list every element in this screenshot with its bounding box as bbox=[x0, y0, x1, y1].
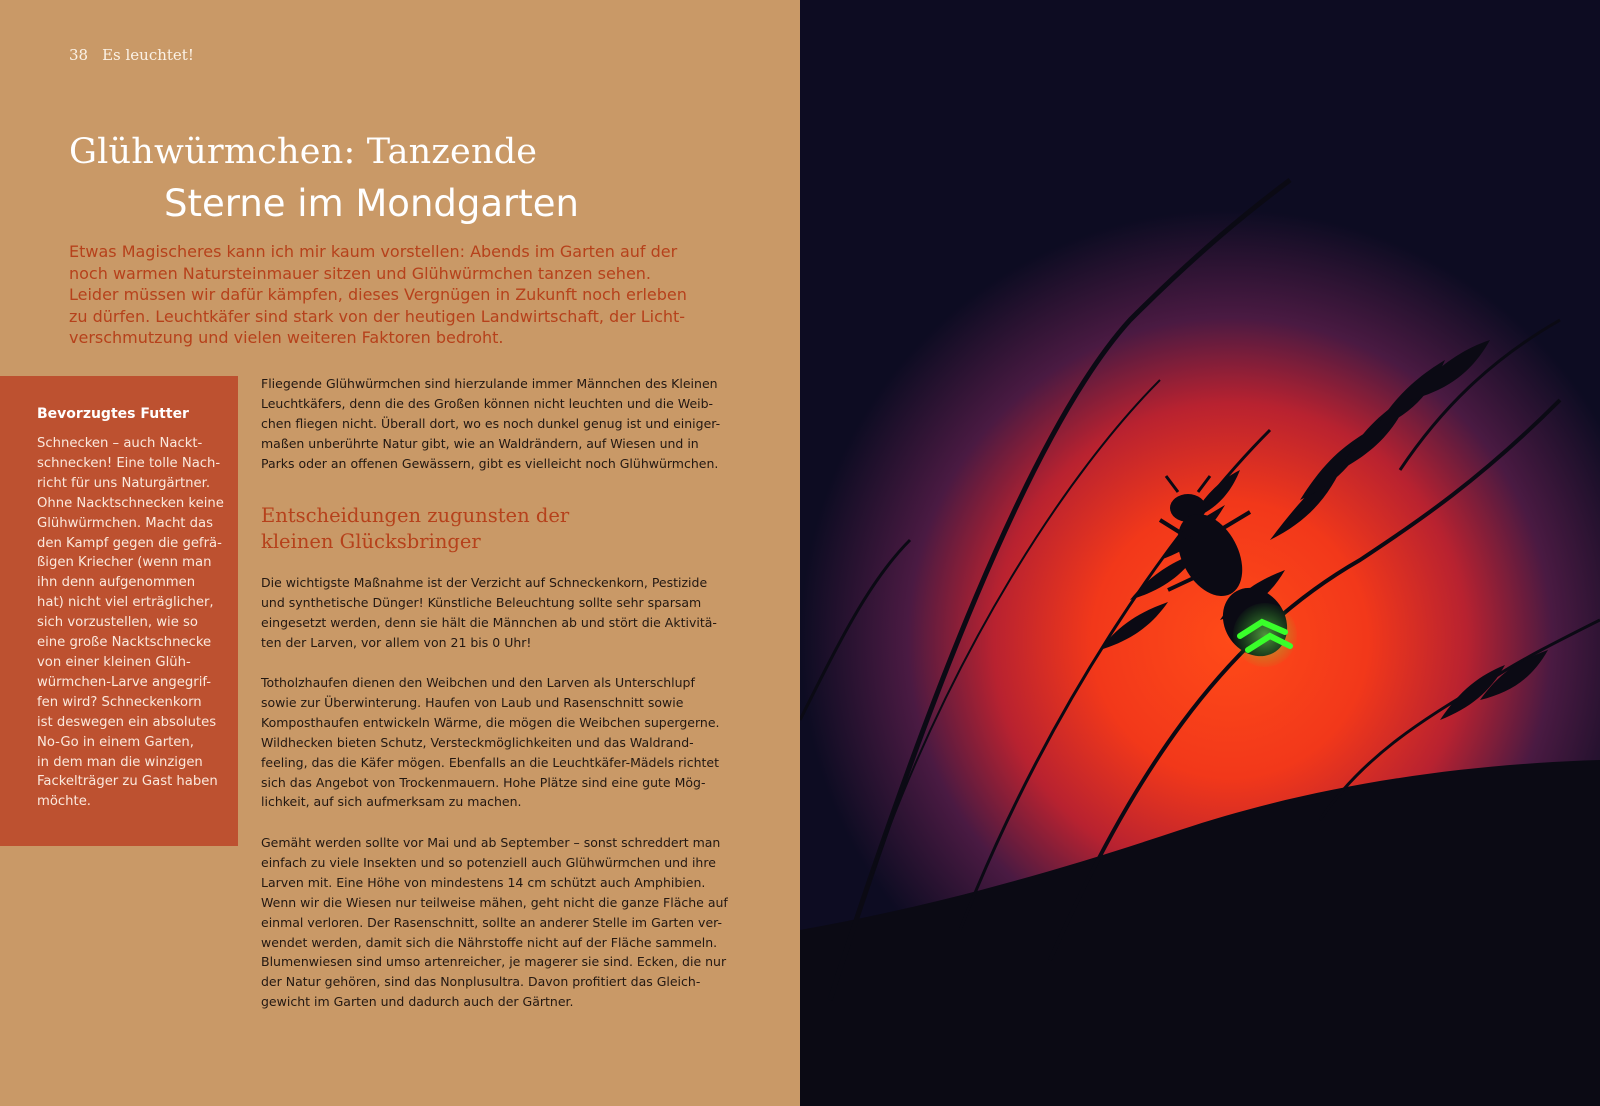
body-line: Wenn wir die Wiesen nur teilweise mähen, geht nicht die ganze Fläche auf bbox=[261, 894, 728, 910]
sidebar-line: schnecken! Eine tolle Nach- bbox=[37, 455, 221, 471]
body-paragraph-3 bbox=[261, 673, 731, 812]
body-line: ten der Larven, vor allem von 21 bis 0 Uhr! bbox=[261, 634, 532, 650]
body-line: und synthetische Dünger! Künstliche Beleuchtung sollte sehr sparsam bbox=[261, 594, 702, 610]
sidebar-title: Bevorzugtes Futter bbox=[37, 406, 189, 422]
page-title-line-2: Sterne im Mondgarten bbox=[164, 182, 579, 225]
body-paragraph-4 bbox=[261, 833, 731, 1012]
intro-line: Leider müssen wir dafür kämpfen, dieses Vergnügen in Zukunft noch erleben bbox=[69, 285, 687, 305]
section-subheading bbox=[261, 503, 731, 555]
sidebar-line: ihn denn aufgenommen bbox=[37, 575, 196, 591]
intro-line: zu dürfen. Leuchtkäfer sind stark von der heutigen Landwirtschaft, der Licht- bbox=[69, 306, 686, 326]
sidebar-line: Fackelträger zu Gast haben bbox=[37, 774, 218, 790]
body-line: gewicht im Garten und dadurch auch der Gärtner. bbox=[261, 994, 574, 1010]
sidebar-line: fen wird? Schneckenkorn bbox=[37, 694, 202, 710]
firefly-photo bbox=[800, 0, 1600, 1106]
intro-line: verschmutzung und vielen weiteren Faktoren bedroht. bbox=[69, 328, 504, 348]
body-line: Gemäht werden sollte vor Mai und ab September – sonst schreddert man bbox=[261, 835, 721, 850]
sidebar-line: Ohne Nacktschnecken keine bbox=[37, 495, 224, 511]
body-line: lichkeit, auf sich aufmerksam zu machen. bbox=[261, 794, 522, 810]
chapter-title: Es leuchtet! bbox=[102, 46, 194, 64]
body-line: Die wichtigste Maßnahme ist der Verzicht auf Schneckenkorn, Pestizide bbox=[261, 575, 708, 590]
body-line: feeling, das die Käfer mögen. Ebenfalls an die Leuchtkäfer-Mädels richtet bbox=[261, 754, 720, 770]
sidebar-line: sich vorzustellen, wie so bbox=[37, 615, 198, 631]
sidebar-line: in dem man die winzigen bbox=[37, 754, 203, 770]
body-line: sowie zur Überwinterung. Haufen von Laub und Rasenschnitt sowie bbox=[261, 694, 684, 710]
body-line: maßen unberührte Natur gibt, wie an Waldrändern, auf Wiesen und in bbox=[261, 435, 699, 451]
running-head bbox=[69, 46, 194, 64]
sidebar-line: von einer kleinen Glüh- bbox=[37, 654, 191, 670]
sidebar-line: richt für uns Naturgärtner. bbox=[37, 475, 211, 491]
body-line: Leuchtkäfers, denn die des Großen können nicht leuchten und die Weib- bbox=[261, 395, 714, 411]
body-line: Larven mit. Eine Höhe von mindestens 14 cm schützt auch Amphibien. bbox=[261, 874, 706, 890]
body-line: Komposthaufen entwickeln Wärme, die mögen die Weibchen supergerne. bbox=[261, 714, 720, 730]
body-line: sich das Angebot von Trockenmauern. Hohe Plätze sind eine gute Mög- bbox=[261, 774, 706, 790]
subheading-line: kleinen Glücksbringer bbox=[261, 530, 481, 553]
sidebar-line: hat) nicht viel erträglicher, bbox=[37, 595, 214, 611]
body-line: Wildhecken bieten Schutz, Versteckmöglichkeiten und das Waldrand- bbox=[261, 734, 694, 750]
sidebar-line: würmchen-Larve angegrif- bbox=[37, 674, 212, 690]
sidebar-line: ßigen Kriecher (wenn man bbox=[37, 555, 212, 571]
sidebar-text bbox=[37, 434, 232, 812]
body-line: einfach zu viele Insekten und so potenziell auch Glühwürmchen und ihre bbox=[261, 854, 716, 870]
subheading-line: Entscheidungen zugunsten der bbox=[261, 504, 570, 527]
page-number: 38 bbox=[69, 46, 89, 64]
intro-line: noch warmen Natursteinmauer sitzen und Glühwürmchen tanzen sehen. bbox=[69, 263, 652, 283]
sidebar-line: Glühwürmchen. Macht das bbox=[37, 515, 213, 531]
sidebar-line: möchte. bbox=[37, 794, 91, 810]
body-line: einmal verloren. Der Rasenschnitt, sollte an anderer Stelle im Garten ver- bbox=[261, 914, 722, 930]
body-line: der Natur gehören, sind das Nonplusultra. Davon profitiert das Gleich- bbox=[261, 974, 701, 990]
sidebar-box bbox=[0, 376, 238, 846]
sidebar-line: ist deswegen ein absolutes bbox=[37, 714, 217, 730]
intro-line: Etwas Magischeres kann ich mir kaum vorstellen: Abends im Garten auf der bbox=[69, 242, 678, 261]
body-line: wendet werden, damit sich die Nährstoffe nicht auf der Fläche sammeln. bbox=[261, 934, 718, 950]
body-paragraph-1 bbox=[261, 374, 731, 474]
body-paragraph-2 bbox=[261, 573, 731, 653]
sidebar-line: Schnecken – auch Nackt- bbox=[37, 436, 203, 451]
body-line: eingesetzt werden, denn sie hält die Männchen ab und stört die Aktivitä- bbox=[261, 614, 717, 630]
page-title-line-1: Glühwürmchen: Tanzende bbox=[69, 132, 538, 172]
firefly-light bbox=[1233, 603, 1297, 667]
body-line: Fliegende Glühwürmchen sind hierzulande immer Männchen des Kleinen bbox=[261, 376, 718, 391]
intro-paragraph bbox=[69, 241, 709, 349]
body-line: Parks oder an offenen Gewässern, gibt es vielleicht noch Glühwürmchen. bbox=[261, 455, 719, 471]
body-line: Blumenwiesen sind umso artenreicher, je magerer sie sind. Ecken, die nur bbox=[261, 954, 727, 970]
sidebar-line: No-Go in einem Garten, bbox=[37, 734, 194, 750]
body-line: Totholzhaufen dienen den Weibchen und den Larven als Unterschlupf bbox=[261, 675, 695, 690]
body-line: chen fliegen nicht. Überall dort, wo es noch dunkel genug ist und einiger- bbox=[261, 415, 721, 431]
sidebar-line: den Kampf gegen die gefrä- bbox=[37, 535, 222, 551]
sidebar-line: eine große Nacktschnecke bbox=[37, 635, 212, 651]
